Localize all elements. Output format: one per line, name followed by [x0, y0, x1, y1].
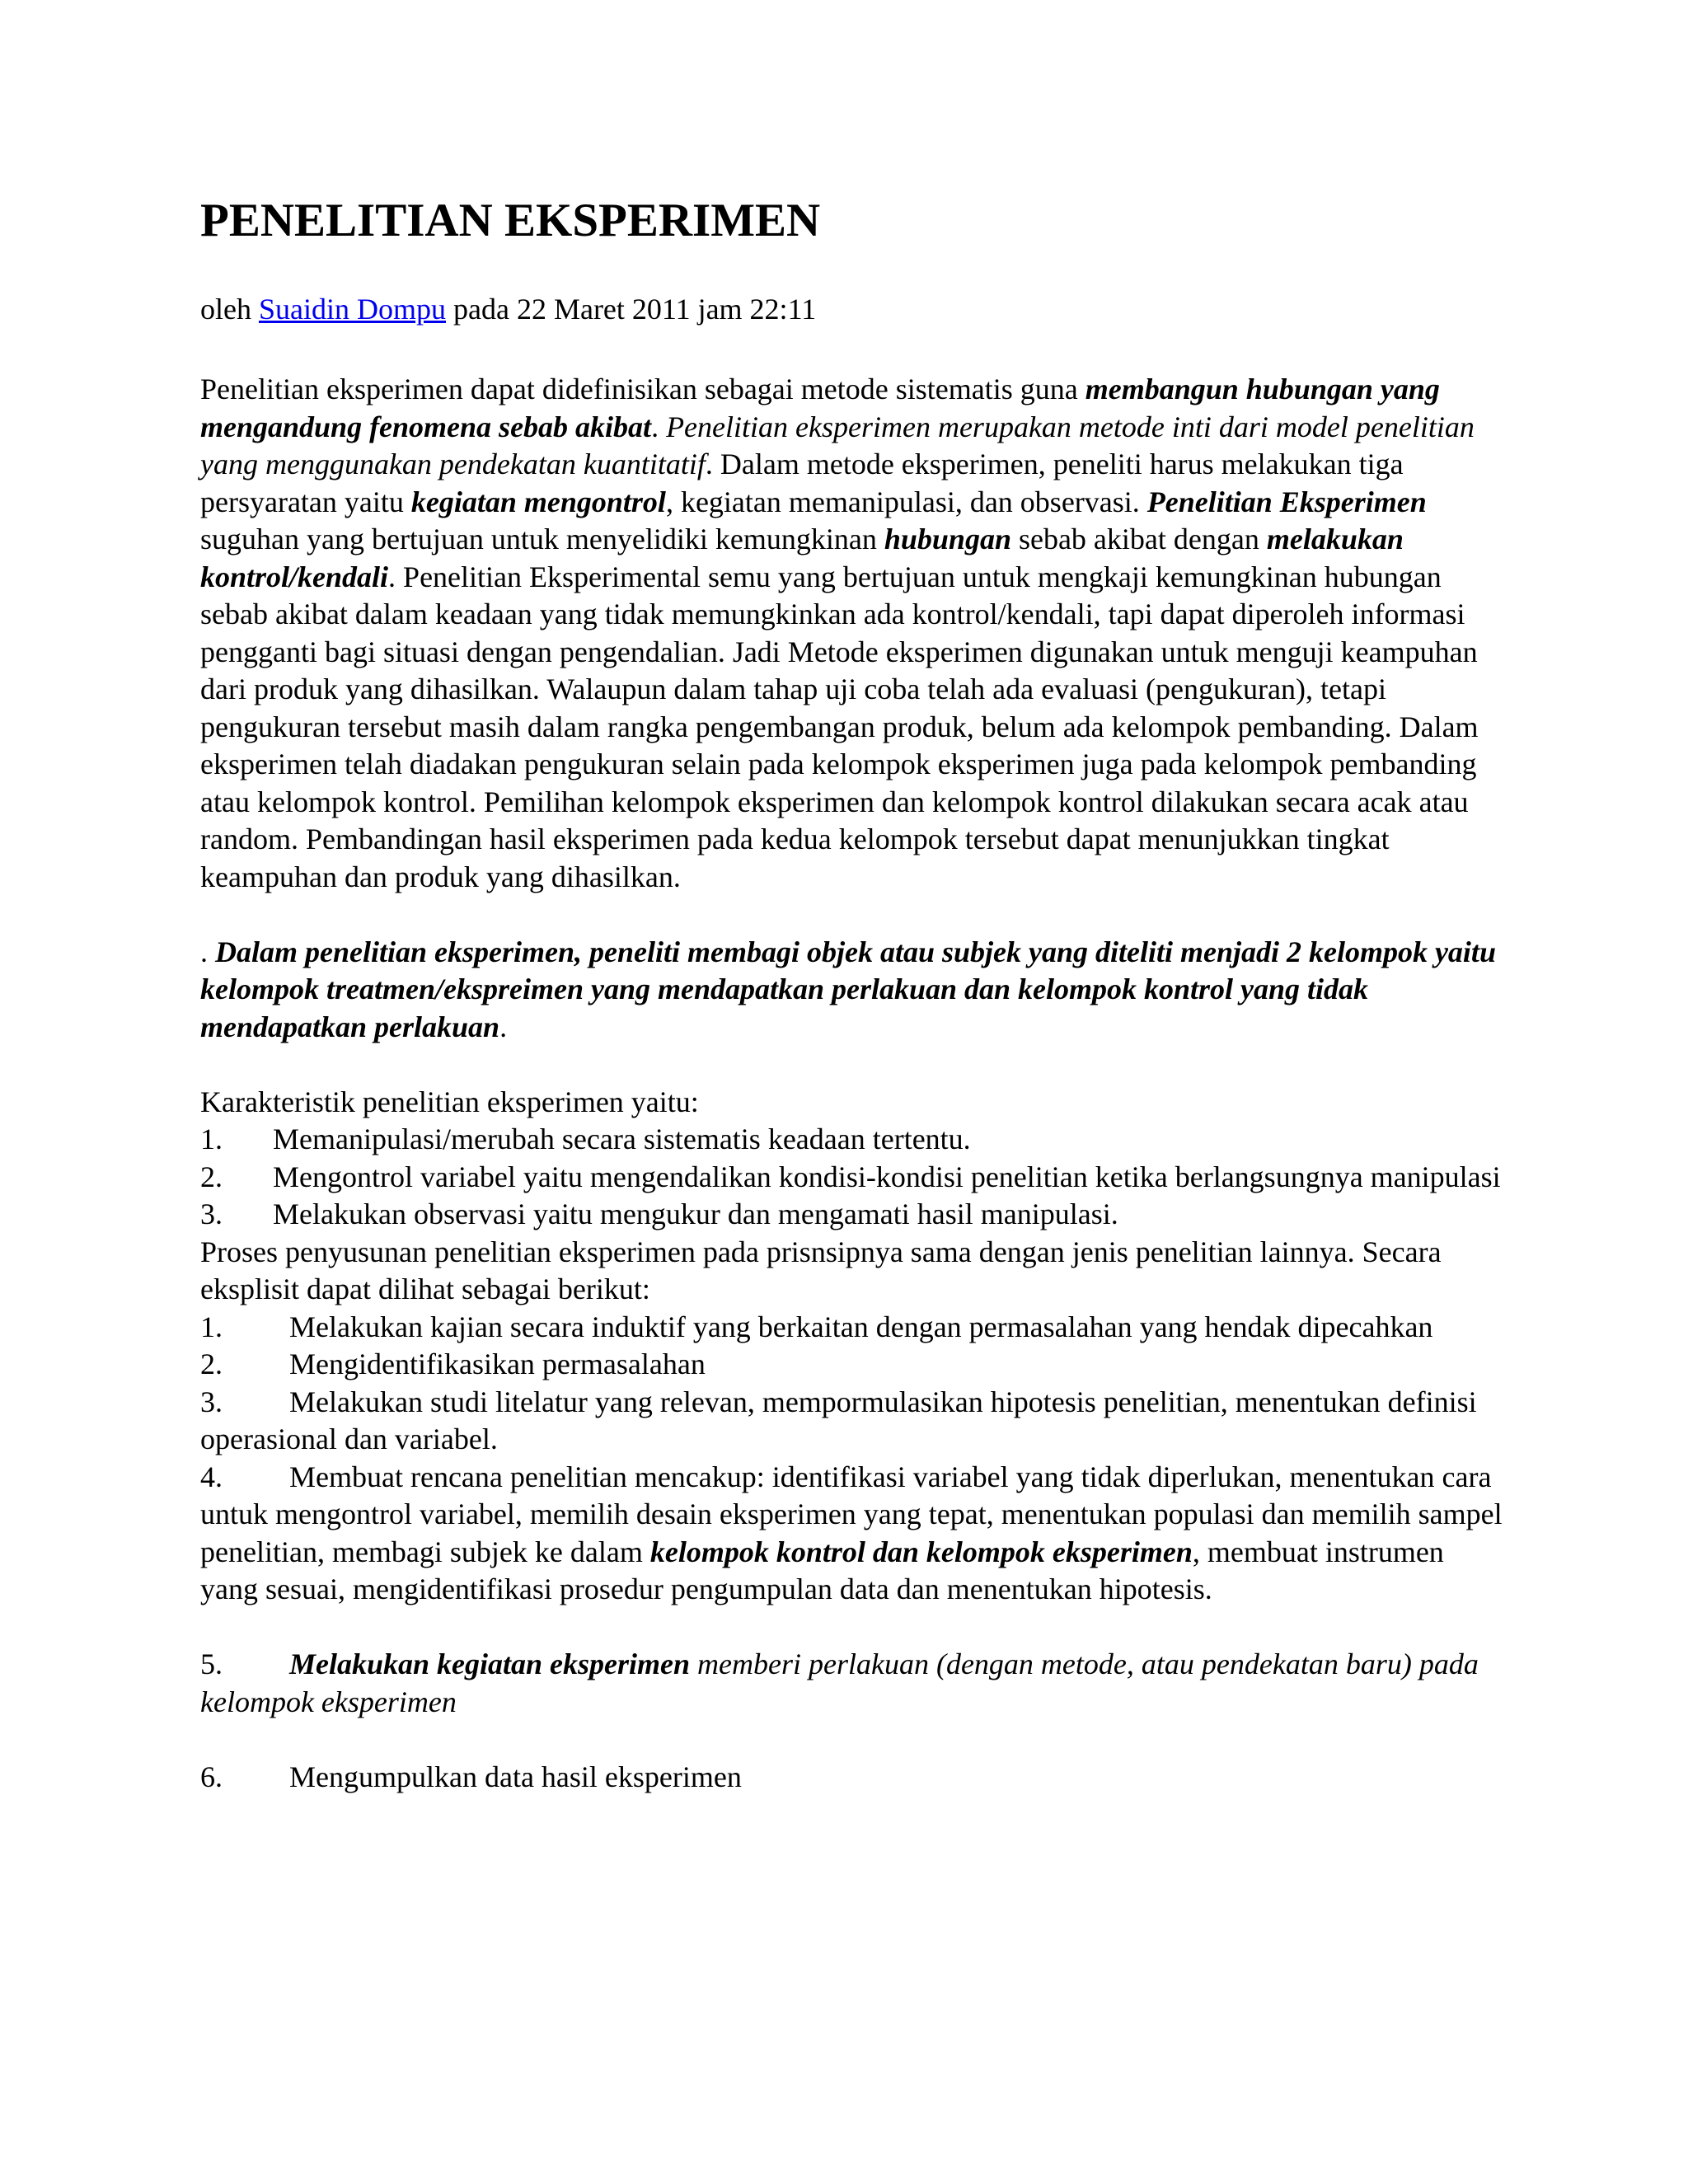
emphasis-bold-italic: melakukan kontrol/kendali: [200, 523, 1404, 593]
emphasis-bold-italic: membangun hubungan yang mengandung fenomena sebab akibat: [200, 373, 1440, 443]
process-intro: Proses penyusunan penelitian eksperimen pada prisnsipnya sama dengan jenis penelitian lainnya. Secara eksplisit dapat dilihat sebagai berikut:: [200, 1235, 1442, 1305]
emphasis-bold-italic: Penelitian Eksperimen: [1146, 485, 1427, 518]
list-number: 3.: [200, 1197, 223, 1230]
list-number: 4.: [200, 1460, 223, 1493]
paragraph-definition: [200, 371, 1503, 896]
list-text: Melakukan observasi yaitu mengukur dan mengamati hasil manipulasi.: [273, 1197, 1118, 1230]
list-item: [200, 1121, 1503, 1159]
byline: [200, 293, 816, 326]
list-text: , membuat instrumen yang sesuai, mengidentifikasi prosedur pengumpulan data dan menentukan hipotesis.: [200, 1535, 1444, 1605]
list-text: Mengidentifikasikan permasalahan: [289, 1347, 706, 1380]
list-item: [200, 1384, 1503, 1459]
list-text: Membuat rencana penelitian mencakup: identifikasi variabel yang tidak diperlukan, menentukan cara untuk mengontrol variabel, memilih desain eksperimen yang tepat, menentukan populasi dan memilih sampel penelitian, membagi subjek ke dalam: [200, 1460, 1503, 1568]
text-span: .: [651, 410, 667, 443]
emphasis-bold-italic: Dalam penelitian eksperimen, peneliti membagi objek atau subjek yang diteliti menjadi 2 kelompok yaitu kelompok treatmen/ekspreimen yang mendapatkan perlakuan dan kelompok kontrol yang tidak mendapatkan perlakuan: [200, 935, 1496, 1043]
list-number: 1.: [200, 1122, 223, 1155]
emphasis-italic: memberi perlakuan (dengan metode, atau pendekatan baru) pada kelompok eksperimen: [200, 1647, 1479, 1718]
list-item: [200, 1309, 1503, 1347]
paragraph-groups: [200, 934, 1503, 1047]
byline-date: pada 22 Maret 2011 jam 22:11: [446, 293, 817, 326]
list-item: [200, 1196, 1503, 1234]
list-item: [200, 1646, 1503, 1721]
emphasis-bold-italic: kelompok kontrol dan kelompok eksperimen: [649, 1535, 1193, 1568]
list-text: Melakukan kajian secara induktif yang berkaitan dengan permasalahan yang hendak dipecahkan: [289, 1310, 1433, 1343]
list-text: Mengontrol variabel yaitu mengendalikan kondisi-kondisi penelitian ketika berlangsungnya manipulasi: [273, 1160, 1501, 1193]
list-text: Mengumpulkan data hasil eksperimen: [289, 1760, 742, 1793]
list-text: Melakukan studi litelatur yang relevan, mempormulasikan hipotesis penelitian, menentukan definisi operasional dan variabel.: [200, 1385, 1477, 1455]
list-item: [200, 1346, 1503, 1384]
page-title: PENELITIAN EKSPERIMEN: [200, 194, 821, 246]
text-span: . Penelitian Eksperimental semu yang bertujuan untuk mengkaji kemungkinan hubungan sebab akibat dalam keadaan yang tidak memungkinkan ada kontrol/kendali, tapi dapat diperoleh informasi pengganti bagi situasi dengan pengendalian. Jadi Metode eksperimen digunakan untuk menguji keampuhan dari produk yang dihasilkan. Walaupun dalam tahap uji coba telah ada evaluasi (pengukuran), tetapi pengukuran tersebut masih dalam rangka pengembangan produk, belum ada kelompok pembanding. Dalam eksperimen telah diadakan pengukuran selain pada kelompok eksperimen juga pada kelompok pembanding atau kelompok kontrol. Pemilihan kelompok eksperimen dan kelompok kontrol dilakukan secara acak atau random. Pembandingan hasil eksperimen pada kedua kelompok tersebut dapat menunjukkan tingkat keampuhan dan produk yang dihasilkan.: [200, 560, 1479, 893]
text-span: .: [499, 1010, 508, 1043]
text-span: sebab akibat dengan: [1010, 523, 1267, 555]
byline-prefix: oleh: [200, 293, 259, 326]
emphasis-bold-italic: Melakukan kegiatan eksperimen: [289, 1647, 691, 1680]
list-number: 6.: [200, 1760, 223, 1793]
list-item: [200, 1459, 1503, 1609]
list-item: [200, 1159, 1503, 1197]
list-number: 3.: [200, 1385, 223, 1418]
list-number: 1.: [200, 1310, 223, 1343]
characteristics-intro: Karakteristik penelitian eksperimen yaitu:: [200, 1085, 699, 1118]
article-body: [200, 371, 1503, 1796]
emphasis-italic: Penelitian eksperimen merupakan metode inti dari model penelitian yang menggunakan pendekatan kuantitatif: [200, 410, 1475, 480]
emphasis-bold-italic: hubungan: [884, 523, 1011, 555]
list-number: 2.: [200, 1160, 223, 1193]
text-span: . Dalam metode eksperimen, peneliti harus melakukan tiga persyaratan yaitu: [200, 448, 1404, 518]
text-span: suguhan yang bertujuan untuk menyelidiki kemungkinan: [200, 523, 884, 555]
list-text: Memanipulasi/merubah secara sistematis keadaan tertentu.: [273, 1122, 971, 1155]
text-span: Penelitian eksperimen dapat didefinisikan sebagai metode sistematis guna: [200, 373, 1085, 405]
text-span: .: [200, 935, 215, 968]
list-number: 2.: [200, 1347, 223, 1380]
list-number: 5.: [200, 1647, 223, 1680]
author-link[interactable]: Suaidin Dompu: [258, 293, 446, 326]
list-item: [200, 1759, 1503, 1797]
emphasis-bold-italic: kegiatan mengontrol: [410, 485, 666, 518]
text-span: , kegiatan memanipulasi, dan observasi.: [665, 485, 1147, 518]
